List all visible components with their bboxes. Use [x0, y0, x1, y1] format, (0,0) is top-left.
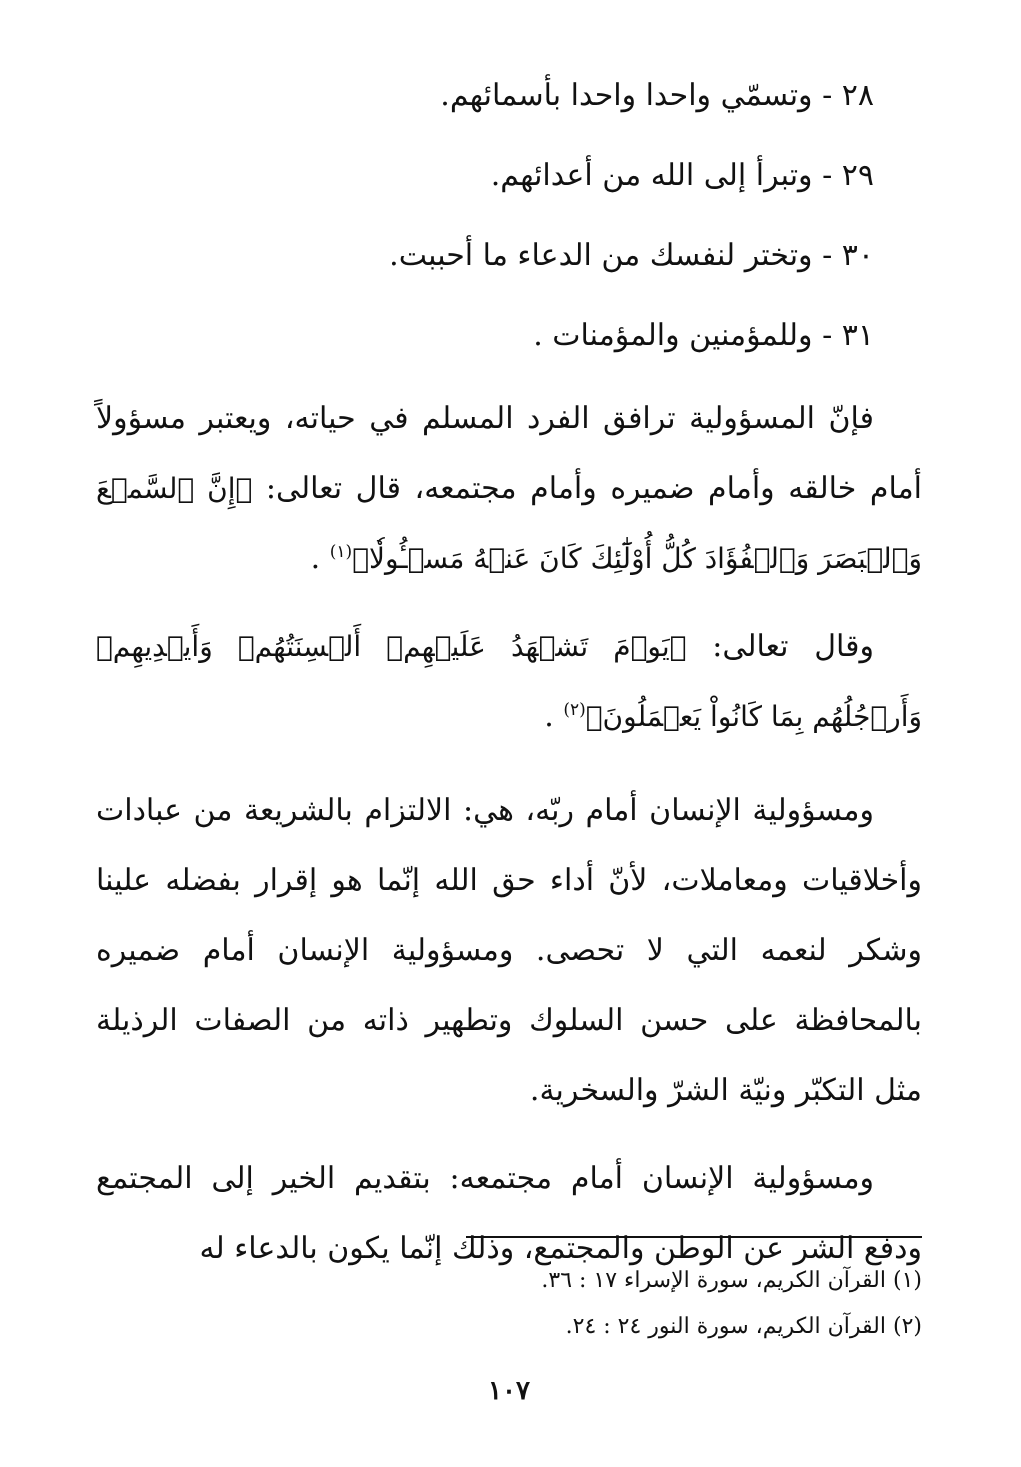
list-item-text: وتختر لنفسك من الدعاء ما أحببت.	[389, 238, 813, 273]
paragraph-responsibility-intro	[96, 384, 922, 594]
paragraph-text: فإنّ المسؤولية ترافق الفرد المسلم في حياته، ويعتبر مسؤولاً أمام خالقه وأمام ضميره وأمام مجتمعه، قال تعالى:	[96, 401, 922, 506]
list-item-number: ٢٨	[841, 78, 874, 113]
list-item-text: وتسمّي واحدا واحدا بأسمائهم.	[440, 78, 813, 113]
footnotes	[96, 1258, 922, 1350]
list-item	[96, 296, 922, 376]
list-item-number: ٣٠	[841, 238, 874, 273]
list-separator: -	[822, 238, 833, 273]
paragraph-quran-quote	[96, 612, 922, 752]
footnote: (١) القرآن الكريم، سورة الإسراء ١٧ : ٣٦.	[541, 1268, 922, 1293]
list-separator: -	[822, 78, 833, 113]
footnote-reference: (٢)	[563, 700, 586, 720]
list-item-text: وللمؤمنين والمؤمنات .	[533, 318, 813, 353]
book-page	[96, 56, 922, 1416]
footnote: (٢) القرآن الكريم، سورة النور ٢٤ : ٢٤.	[565, 1314, 922, 1339]
list-item-number: ٣١	[841, 318, 874, 353]
sentence-end: .	[544, 699, 554, 734]
numbered-list	[96, 56, 922, 376]
paragraph-responsibility-to-society: ومسؤولية الإنسان أمام مجتمعه: بتقديم الخير إلى المجتمع ودفع الشر عن الوطن والمجتمع، وذلك إنّما يكون بالدعاء له	[96, 1161, 922, 1266]
page-number: ١٠٧	[488, 1376, 530, 1406]
footnote-reference: (١)	[329, 542, 353, 562]
list-item	[96, 56, 922, 136]
paragraph-responsibility-to-lord: ومسؤولية الإنسان أمام ربّه، هي: الالتزام بالشريعة من عبادات وأخلاقيات ومعاملات، لأنّ أداء حق الله إنّما هو إقرار بفضله علينا وشكر لنعمه التي لا تحصى. ومسؤولية الإنسان أمام ضميره بالمحافظة على حسن السلوك وتطهير ذاته من الصفات الرذيلة مثل التكبّر ونيّة الشرّ والسخرية.	[96, 793, 922, 1108]
list-item	[96, 136, 922, 216]
list-separator: -	[822, 318, 833, 353]
list-item-text: وتبرأ إلى الله من أعدائهم.	[490, 158, 813, 193]
list-item-number: ٢٩	[841, 158, 874, 193]
footnote-divider	[466, 1236, 922, 1238]
quran-verse: ﴿إِنَّ ٱلسَّمۡعَ وَٱلۡبَصَرَ وَٱلۡفُؤَادَ كُلُّ أُوْلَٰٓئِكَ كَانَ عَنۡهُ مَسۡـُٔولٗا﴾	[96, 472, 922, 575]
sentence-end: .	[310, 541, 321, 576]
list-separator: -	[822, 158, 833, 193]
paragraph-text: وقال تعالى:	[712, 629, 874, 664]
quran-verse: ﴿يَوۡمَ تَشۡهَدُ عَلَيۡهِمۡ أَلۡسِنَتُهُمۡ وَأَيۡدِيهِمۡ وَأَرۡجُلُهُم بِمَا كَانُواْ يَعۡمَلُونَ﴾	[96, 630, 922, 733]
list-item	[96, 216, 922, 296]
